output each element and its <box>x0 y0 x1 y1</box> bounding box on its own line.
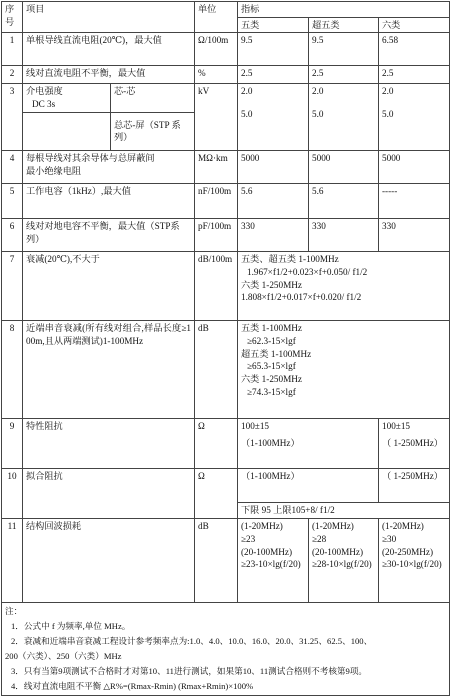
cat6-header: 六类 <box>379 17 450 33</box>
item-header: 项目 <box>23 2 195 33</box>
rl-line: (1-20MHz) <box>241 521 283 532</box>
item-line-2: 最小绝缘电阻 <box>26 165 82 176</box>
item-label-sub: DC 3s <box>32 99 56 110</box>
row-no: 5 <box>2 184 23 219</box>
row-no: 11 <box>2 519 23 603</box>
cat5e-return-loss <box>309 519 379 603</box>
row-item: 结构回波损耗 <box>23 519 195 603</box>
attenuation-formulas <box>238 252 450 321</box>
table-row <box>2 469 450 503</box>
cat5-value: 9.5 <box>238 33 309 66</box>
row-unit: nF/100m <box>195 184 238 219</box>
note-3: 3．只有当第9项测试不合格时才对第10、11进行测试，如果第10、11测试合格则不考核第9项。 <box>11 666 368 677</box>
row-no: 3 <box>2 84 23 151</box>
note-1: 1．公式中 f 为频率,单位 MHz。 <box>11 621 131 632</box>
cat5-value-2: 5.0 <box>241 109 253 120</box>
row-item <box>23 151 195 184</box>
table-row <box>2 252 450 321</box>
rl-line: ≥23 <box>241 533 256 544</box>
rl-line: (1-20MHz) <box>382 521 424 532</box>
cat5e-value: 2.5 <box>309 66 379 84</box>
row-unit: pF/100m <box>195 219 238 252</box>
row-unit: Ω <box>195 419 238 469</box>
cat6-value-2: 5.0 <box>382 109 394 120</box>
impedance-range: （ 1-250MHz） <box>382 437 443 448</box>
row-unit: Ω <box>195 469 238 519</box>
table-row <box>2 151 450 184</box>
table-row <box>2 219 450 252</box>
row-unit: Ω/100m <box>195 33 238 66</box>
table-row <box>2 519 450 603</box>
rl-line: ≥28-10×lg(f/20) <box>312 559 372 570</box>
row-no: 9 <box>2 419 23 469</box>
cat5e-value: 5.6 <box>309 184 379 219</box>
spec-sheet <box>1 1 449 696</box>
row-item: 单根导线直流电阻(20℃)，最大值 <box>23 33 195 66</box>
item-label: 介电强度 <box>26 86 63 97</box>
cat5e-header: 超五类 <box>309 17 379 33</box>
notes-title: 注： <box>5 606 23 617</box>
cat6-value: 5000 <box>379 151 450 184</box>
row-unit: MΩ·km <box>195 151 238 184</box>
cat6-value: 330 <box>379 219 450 252</box>
table-row <box>2 419 450 469</box>
rl-line: (20-250MHz) <box>382 546 434 557</box>
indicator-header: 指标 <box>238 2 450 18</box>
notes-row <box>2 603 450 696</box>
cat6-value: 2.5 <box>379 66 450 84</box>
formula-line: 1.967×f1/2+0.023×f+0.050/ f1/2 <box>247 266 368 277</box>
row-item: 拟合阻抗 <box>23 469 195 519</box>
row-item: 工作电容（1kHz）,最大值 <box>23 184 195 219</box>
impedance-value: 100±15 <box>382 421 411 432</box>
table-row <box>2 66 450 84</box>
formula-line: 六类 1-250MHz <box>241 373 302 384</box>
row-no: 8 <box>2 321 23 419</box>
row-no: 2 <box>2 66 23 84</box>
cat5e-value: 9.5 <box>309 33 379 66</box>
row-no: 4 <box>2 151 23 184</box>
cat6-value-1: 2.0 <box>382 86 394 97</box>
impedance-range: （1-100MHz） <box>241 437 300 448</box>
cat6-impedance <box>379 419 450 469</box>
rl-line: (20-100MHz) <box>241 546 293 557</box>
cat5e-value-2: 5.0 <box>312 109 324 120</box>
table-row <box>2 184 450 219</box>
formula-line: 六类 1-250MHz <box>241 279 302 290</box>
header-row <box>2 2 450 18</box>
cat5-value: 2.5 <box>238 66 309 84</box>
note-2: 2．衰减和近端串音衰减工程设计参考频率点为:1.0、4.0、10.0、16.0、20.0、31.25、62.5、100、 <box>11 636 373 647</box>
row-unit: % <box>195 66 238 84</box>
cat6-value: 6.58 <box>379 33 450 66</box>
cat5e-value <box>309 84 379 151</box>
cat5-header: 五类 <box>238 17 309 33</box>
item-text: 近端串音衰减(所有线对组合,样品长度≥100m,且从两端测试)1-100MHz <box>26 323 191 346</box>
cat6-return-loss <box>379 519 450 603</box>
formula-line: ≥74.3-15×lgf <box>247 386 296 397</box>
table-row <box>2 84 450 112</box>
formula-line: 五类、超五类 1-100MHz <box>241 254 339 265</box>
formula-line: ≥65.3-15×lgf <box>247 361 296 372</box>
row-item: 衰减(20℃),不大于 <box>23 252 195 321</box>
row-item: 线对对地电容不平衡，最大值（STP系列） <box>23 219 195 252</box>
note-4: 4．线对直流电阻不平衡 △R%=(Rmax-Rmin) (Rmax+Rmin)×100% <box>11 681 254 692</box>
row-item-dielectric <box>23 84 195 112</box>
formula-line: 1.808×f1/2+0.017×f+0.020/ f1/2 <box>241 292 362 303</box>
row-no: 1 <box>2 33 23 66</box>
row-item: 特性阻抗 <box>23 419 195 469</box>
row-unit: dB/100m <box>195 252 238 321</box>
impedance-value: 100±15 <box>241 421 270 432</box>
cat5-value: 5.6 <box>238 184 309 219</box>
cat5-return-loss <box>238 519 309 603</box>
cat6-value: ----- <box>379 184 450 219</box>
fit-impedance-limit: 下限 95 上限105+8/ f1/2 <box>238 503 450 519</box>
subitem-core-shield: 总芯-屏（STP 系列） <box>114 119 181 143</box>
table-row <box>2 321 450 419</box>
formula-line: 五类 1-100MHz <box>241 323 302 334</box>
unit-header: 单位 <box>195 2 238 33</box>
table-row <box>2 33 450 66</box>
cat5-value-1: 2.0 <box>241 86 253 97</box>
row-item: 线对直流电阻不平衡，最大值 <box>23 66 195 84</box>
row-no: 6 <box>2 219 23 252</box>
cat5-value: 5000 <box>238 151 309 184</box>
notes <box>2 603 450 696</box>
cat5e-value-1: 2.0 <box>312 86 324 97</box>
row-unit: dB <box>195 519 238 603</box>
row-no: 10 <box>2 469 23 519</box>
cat5-value <box>238 84 309 151</box>
cat6-value <box>379 84 450 151</box>
rl-line: ≥28 <box>312 533 327 544</box>
rl-line: (1-20MHz) <box>312 521 354 532</box>
row-item-dielectric-sub <box>23 112 195 150</box>
cat5e-value: 5000 <box>309 151 379 184</box>
row-unit: dB <box>195 321 238 419</box>
note-2-cont: 200（六类）、250（六类）MHz <box>5 651 122 662</box>
row-item <box>23 321 195 419</box>
item-line-1: 每根导线对其余导体与总屏蔽间 <box>26 153 155 164</box>
formula-line: 超五类 1-100MHz <box>241 348 312 359</box>
cat5-fit-impedance: （1-100MHz） <box>238 469 379 503</box>
seq-header: 序号 <box>2 2 23 33</box>
next-formulas <box>238 321 450 419</box>
rl-line: ≥30-10×lg(f/20) <box>382 559 442 570</box>
row-no: 7 <box>2 252 23 321</box>
cat5-impedance <box>238 419 379 469</box>
cat6-fit-impedance: （ 1-250MHz） <box>379 469 450 503</box>
cat5e-value: 330 <box>309 219 379 252</box>
subitem-core-core: 芯-芯 <box>114 86 136 97</box>
row-unit: kV <box>195 84 238 151</box>
rl-line: ≥30 <box>382 533 397 544</box>
rl-line: ≥23-10×lg(f/20) <box>241 559 301 570</box>
spec-table <box>1 1 450 696</box>
cat5-value: 330 <box>238 219 309 252</box>
formula-line: ≥62.3-15×lgf <box>247 335 296 346</box>
rl-line: (20-100MHz) <box>312 546 364 557</box>
